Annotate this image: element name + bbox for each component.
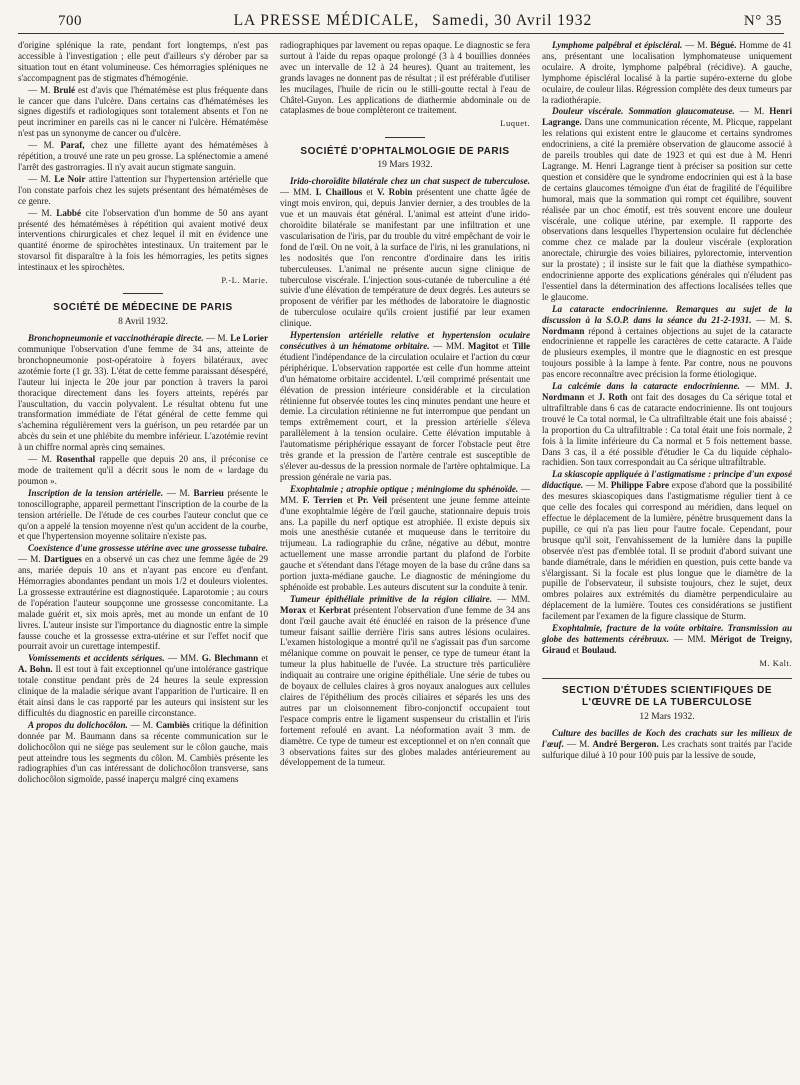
- author-signature: P.-L. Marie.: [221, 275, 268, 286]
- section-divider: [123, 293, 163, 294]
- issue-date: Samedi, 30 Avril 1932: [432, 12, 593, 29]
- paragraph: Bronchopneumonie et vaccinothérapie directe. — M. Le Lorier communique l'observation d'une femme de 34 ans, atteinte de bronchopneumonie post-opératoire à foyers bilatéraux, avec azotémie forte (1 gr. 33). L'état de cette femme paraissant désespéré, l'auteur lui injecta le 20e jour par ponction à travers la paroi thoracique directement dans les foyers atteints, repérés par l'auscultation, du vaccin polyvalent. Le résultat obtenu fut une transformation immédiate de l'état général de cette femme qui s'achemina régulièrement vers la guérison, un peu retardée par un abcès du sein et une phlébite du membre inférieur. L'azotémie revint à un chiffre normal après cinq semaines.: [18, 333, 268, 453]
- paragraph: — M. Labbé cite l'observation d'un homme de 50 ans ayant présenté des hématémèses à répétition qui avaient motivé deux interventions chirurgicales et chez lequel il mit en évidence une quantité énorme de spirochètes intestinaux. Un traitement par le stovarsol fit disparaître à la fois les hémorragies, les petits signes intestinaux et les spirochètes.: [18, 207, 268, 273]
- paragraph: A propos du dolichocôlon. — M. Cambiès critique la définition donnée par M. Baumann dans sa récente communication sur le dolichocôlon qui ne siège pas seulement sur le côlon gauche, mais peut atteindre tous les segments du côlon. M. Cambiès présente les radiographies d'un cas intéressant de dolichocôlon transverse, sans dolichocôlon sigmoïde, passé inaperçu malgré cinq examens: [18, 719, 268, 785]
- topic-title: Irido-choroïdite bilatérale chez un chat suspect de tuberculose.: [290, 176, 530, 187]
- section-date: 12 Mars 1932.: [639, 711, 695, 722]
- speaker-name: Le Noir: [54, 173, 86, 184]
- column-1: [18, 40, 268, 1085]
- page-number: 700: [58, 13, 82, 29]
- topic-title: Inscription de la tension artérielle.: [28, 487, 164, 498]
- topic-title: Lymphome palpébral et épiscléral.: [552, 40, 683, 50]
- paragraph: Inscription de la tension artérielle. — M. Barrieu présente le tonoscillographe, appareil permettant l'inscription de la courbe de la tension artérielle. De l'étude de ces courbes l'auteur conclut que ce qu'on a appelé la tension moyenne n'est qu'un accident de la courbe, et que l'hypertension moyenne solitaire n'existe pas.: [18, 487, 268, 542]
- paragraph: Tumeur épithéliale primitive de la région ciliaire. — MM. Morax et Kerbrat présentent l'observation d'une femme de 34 ans dont l'œil gauche avait été énucléé en raison de la présence d'une tumeur faisant saillie derrière l'iris sans autres lésions oculaires. L'examen histologique a montré qu'il ne s'agissait pas d'un sarcome mélanique comme on pouvait le penser, ce type de tumeur étant la tumeur la plus habituelle de l'uvée. La structure très particulière indiquait au contraire une origine épithéliale. Une série de tubes ou de boyaux de cellules claires à gros noyaux analogues aux cellules claires de l'épithélium des procès ciliaires et séparés les uns des autres par un cloisonnement fibro-conjonctif occupaient tout l'espace compris entre le ligament suspenseur du cristallin et l'iris fortement refoulé en avant. La néoformation avait 3 mm. de diamètre. Ce type de tumeur est exceptionnel et on n'en connaît que 3 observations faites sur des globes malades antérieurement au développement de la tumeur.: [280, 593, 530, 768]
- paragraph: — M. Paraf, chez une fillette ayant des hématémèses à répétition, a trouvé une rate un peu grosse. La splénectomie a amené l'arrêt des gastrorragies. Il n'y avait aucun stigmate sanguin.: [18, 140, 268, 172]
- paragraph: Coexistence d'une grossesse utérine avec une grossesse tubaire. — M. Dartigues en a observé un cas chez une femme âgée de 29 ans, mariée depuis 10 ans et n'ayant pas encore eu d'enfant. Hémorragies abondantes pendant un mois 1/2 et douleurs violentes. La grossesse extrautérine est diagnostiquée. Laparotomie ; au cours de l'opération l'auteur soupçonne une grossesse concomitante. La malade guérit et, six mois après, met au monde un enfant de 10 livres. L'auteur insiste sur l'importance du diagnostic entre la simple fausse couche et la grossesse extra-utérine et sur l'effet nocif que pourrait avoir un curettage intempestif.: [18, 543, 268, 652]
- topic-title: A propos du dolichocôlon.: [28, 719, 128, 730]
- journal-title-line: [234, 12, 593, 30]
- topic-title: La calcémie dans la cataracte endocrinienne.: [552, 381, 740, 392]
- paragraph: La calcémie dans la cataracte endocrinienne. — MM. J. Nordmann et J. Roth ont fait des dosages du Ca sérique total et ultrafiltrable dans 6 cas de cataracte endocrinienne. Ils ont toujours trouvé le Ca total normal, le Ca ultrafiltrable était une fois abaissé ; la proportion du Ca ultrafiltrable : Ca total était une fois normale, 2 fois à la limite inférieure du Ca normal et 5 fois nettement basse. Dans 3 cas, il a été possible d'étudier le Ca du liquide céphalo-rachidien. Son taux correspondait au Ca sérique ultrafiltrable.: [542, 381, 792, 468]
- speaker-name: Paraf,: [60, 140, 85, 151]
- speaker-name: Labbé: [56, 207, 82, 218]
- paragraph: La skiascopie appliquée à l'astigmatisme : principe d'un exposé didactique. — M. Philippe Fabre expose d'abord que la possibilité des mesures skiascopiques dans l'astigmatisme régulier tient à ce que celle des focales qui correspond au méridien, dans lequel on effectue le déplacement de la lumière, pénètre brusquement dans la pupille, ce qui n'a pas lieu pour l'autre focale. Cependant, pour brusque qu'il soit, l'envahissement de la lumière dans la pupille observée n'est pas d'emblée total. Il se produit d'abord suivant une bande diamétrale, dans le méridien en question, puis cette bande va s'élargissant. Si la focale est plus longue que le diamètre de la pupille de l'observateur, il subsiste toujours, chez le sujet, deux ombres polaires aux extrémités du diamètre perpendiculaire au déplacement de la lumière. Toutes ces considérations se justifient facilement par l'examen de la figure classique de Sturm.: [542, 469, 792, 622]
- paragraph: Douleur viscérale. Sommation glaucomateuse. — M. Henri Lagrange. Dans une communication récente, M. Plicque, rappelant les relations qui existent entre le glaucome et certains syndromes endocriniens, a cité la première observation de glaucome associé à de pareils troubles qui date de 1923 et qui est due à M. Henri Lagrange. M. Henri Lagrange tient à préciser sa position sur cette question et considère que le syndrome endocrinien qui est à la base de certains glaucomes témoigne d'un état de fragilité de l'équilibre humoral, mais que la sommation qui rompt cet équilibre, souvent réalisée par un choc émotif, est très souvent encore une douleur viscérale, une colique utérine, par exemple. Il rapporte des observations dans lesquelles l'hypertension oculaire fut déclenchée comme chez ce malade par la douleur viscérale (exploration anorectale, chirurgie des voies biliaires, pylorectomie, intervention sur la prostate) ; il insiste sur le fait que la diathèse sympathico-endocrinienne apporte des explications générales qui n'éludent pas l'essentiel dans la détermination des affections localisées telles que le glaucome.: [542, 106, 792, 302]
- paragraph: Irido-choroïdite bilatérale chez un chat suspect de tuberculose. — MM. I. Chaillous et V. Robin présentent une chatte âgée de vingt mois environ, qui, depuis Janvier dernier, a des troubles de la vue et un mauvais état général. L'animal est atteint d'une irido-choroïdite bilatérale se manifestant par une infiltration et une vascularisation de l'iris, par du trouble du vitré empêchant de voir le fond de l'œil. On ne voit, à la surface de l'iris, ni les granulations, ni les nodosités que l'on rencontre d'ordinaire dans les iritis tuberculeuses. L'animal ne présente aucun signe clinique de tuberculose viscérale. L'injection sous-cutanée de tuberculine a été suivie d'une élévation de température de deux degrés. Les auteurs se proposent de vérifier par les méthodes de laboratoire le diagnostic de tuberculose oculaire qu'ils croient justifié par leur examen clinique.: [280, 176, 530, 329]
- paragraph: — M. Brulé est d'avis que l'hématémèse est plus fréquente dans le cancer que dans l'ulcère. Dans certains cas d'hématémèses les signes digestifs et radiologiques sont totalement absents et l'on ne peut incriminer en pareils cas ni le cancer ni l'ulcère. Hématémèse n'est pas un synonyme de cancer ou d'ulcère.: [18, 84, 268, 139]
- topic-title: Vomissements et accidents sériques.: [28, 653, 165, 664]
- section-date: 19 Mars 1932.: [377, 160, 433, 171]
- paragraph: — M. Rosenthal rappelle que depuis 20 ans, il préconise ce mode de traitement qu'il a décrit sous le nom de « lardage du poumon ».: [18, 454, 268, 486]
- section-divider: [385, 137, 425, 138]
- paragraph: Lymphome palpébral et épiscléral. — M. Bégué. Homme de 41 ans, présentant une localisation lymphomateuse uniquement oculaire. A droite, lymphome palpébral (récidive). A gauche, lymphome épiscléral localisé à la partie supéro-externe du globe oculaire, de couleur lilas. Régression complète des deux tumeurs par la radiothérapie.: [542, 40, 792, 105]
- column-3: [542, 40, 792, 1085]
- topic-title: Douleur viscérale. Sommation glaucomateuse.: [552, 106, 735, 117]
- topic-title: Culture des bacilles de Koch des crachats sur les milieux de l'œuf.: [542, 728, 792, 750]
- section-heading: SECTION D'ÉTUDES SCIENTIFIQUES DE L'ŒUVRE DE LA TUBERCULOSE: [561, 684, 772, 709]
- topic-title: La cataracte endocrinienne. Remarques au sujet de la discussion à la S.O.P. dans la séance du 21-2-1931.: [542, 303, 792, 325]
- paragraph: Exophtalmie, fracture de la voûte orbitaire. Transmission au globe des battements cérébraux. — MM. Mérigot de Treigny, Giraud et Boulaud.: [542, 623, 792, 655]
- paragraph: radiographiques par lavement ou repas opaque. Le diagnostic se fera surtout à l'aide du repas opaque prolongé (3 à 4 bouillies données avec un intervalle de 12 à 24 heures). Quant au traitement, les grands lavages ne donnent pas de résultat ; il est préférable d'utiliser les mucilages, l'huile de ricin ou le stilli-goutte rectal à l'eau de Châtel-Guyon. Les applications de diathermie abdominale ou de cataplasmes de boue complèteront ce traitement.: [280, 40, 530, 116]
- author-signature: Luquet.: [500, 118, 530, 129]
- section-heading: SOCIÉTÉ DE MÉDECINE DE PARIS: [53, 302, 233, 314]
- article-columns: [18, 40, 792, 1085]
- topic-title: Tumeur épithéliale primitive de la région ciliaire.: [290, 593, 492, 604]
- topic-title: La skiascopie appliquée à l'astigmatisme : principe d'un exposé didactique.: [542, 469, 792, 491]
- speaker-name: Brulé: [53, 84, 76, 95]
- issue-number: N° 35: [743, 13, 782, 29]
- author-signature: M. Kalt.: [759, 657, 792, 668]
- section-divider: [542, 678, 792, 679]
- paragraph: — M. Le Noir attire l'attention sur l'hypertension artérielle que l'on constate parfois chez les sujets présentant des hématémèses de ce genre.: [18, 173, 268, 206]
- topic-title: Exophtalmie, fracture de la voûte orbitaire. Transmission au globe des battements cérébraux.: [542, 623, 792, 644]
- topic-title: Exophtalmie ; atrophie optique ; méningiome du sphénoïde.: [290, 483, 519, 494]
- section-heading: SOCIÉTÉ D'OPHTALMOLOGIE DE PARIS: [300, 145, 510, 157]
- paragraph: Culture des bacilles de Koch des crachats sur les milieux de l'œuf. — M. André Bergeron. Les crachats sont traités par l'acide sulfurique dilué à 10 pour 100 puis par la lessive de soude,: [542, 728, 792, 761]
- paragraph: La cataracte endocrinienne. Remarques au sujet de la discussion à la S.O.P. dans la séance du 21-2-1931. — M. S. Nordmann répond à certaines objections au sujet de la cataracte endocrinienne et rappelle les caractères de cette cataracte. A l'aide de plusieurs exemples, il montre que le diagnostic en est presque toujours possible à la lampe à fente. Par contre, nous ne pouvons pas encore reconnaître avec précision la forme étiologique.: [542, 303, 792, 380]
- column-2: [280, 40, 530, 1085]
- page-header: [18, 12, 784, 34]
- section-date: 8 Avril 1932.: [118, 316, 168, 327]
- journal-name: LA PRESSE MÉDICALE,: [233, 12, 420, 29]
- paragraph: Vomissements et accidents sériques. — MM. G. Blechmann et A. Bohn. Il est tout à fait exceptionnel qu'une intolérance gastrique totale constitue pendant près de 24 heures la seule expression clinique de la maladie sérique avant l'apparition de l'urticaire. Il en était ainsi dans le cas rapporté par les auteurs qui insistent sur les difficultés du diagnostic en pareille circonstance.: [18, 653, 268, 718]
- topic-title: Hypertension artérielle relative et hypertension oculaire consécutives à un hématome orbitaire.: [280, 330, 530, 352]
- topic-title: Coexistence d'une grossesse utérine avec une grossesse tubaire.: [28, 543, 268, 554]
- topic-title: Bronchopneumonie et vaccinothérapie directe.: [28, 333, 204, 344]
- paragraph: d'origine splénique la rate, pendant fort longtemps, n'est pas accessible à l'investigation ; elle peut d'ailleurs s'y dérober par sa situation tout en étant volumineuse. Ces hémorragies spléniques ne s'accompagnent pas de stigmates d'hémogénie.: [18, 40, 268, 83]
- paragraph: Hypertension artérielle relative et hypertension oculaire consécutives à un hématome orbitaire. — MM. Magitot et Tille étudient l'indépendance de la circulation oculaire et l'action du cœur périphérique. L'observation rapportée est celle d'un homme atteint d'un hématome orbitaire accidentel. L'œil comprimé présentait une élévation de pression intérieure considérable et la circulation rétinienne fut observée toutes les cinq minutes pendant une heure et demie. La circulation rétinienne ne fut interrompue que pendant un temps extrêmement court, et la pression artérielle s'éleva parallèlement à la tension oculaire. Cette élévation imputable à l'automatisme périphérique essayant de forcer l'obstacle peut être très grande et la pression de l'artère centrale est susceptible de s'élever au-dessus de la pression normale de l'artère ophtalmique. La pression générale ne varia pas.: [280, 330, 530, 482]
- paragraph: Exophtalmie ; atrophie optique ; méningiome du sphénoïde. — MM. F. Terrien et Pr. Veil présentent une jeune femme atteinte d'une exophtalmie légère de l'œil gauche, stationnaire depuis trois ans. La papille du nerf optique est atrophiée. Il existe depuis six mois une anesthésie cutanée et muqueuse dans le territoire du trijumeau. La radiographie du crâne, négative au début, montre actuellement une masse arrondie partant du plafond de l'orbite gauche et s'étendant dans l'étage moyen de la base du crâne dans sa portion juxta-médiane gauche. Le diagnostic de méningiome du sphénoïde est probable. Les auteurs discutent sur la conduite à tenir.: [280, 483, 530, 592]
